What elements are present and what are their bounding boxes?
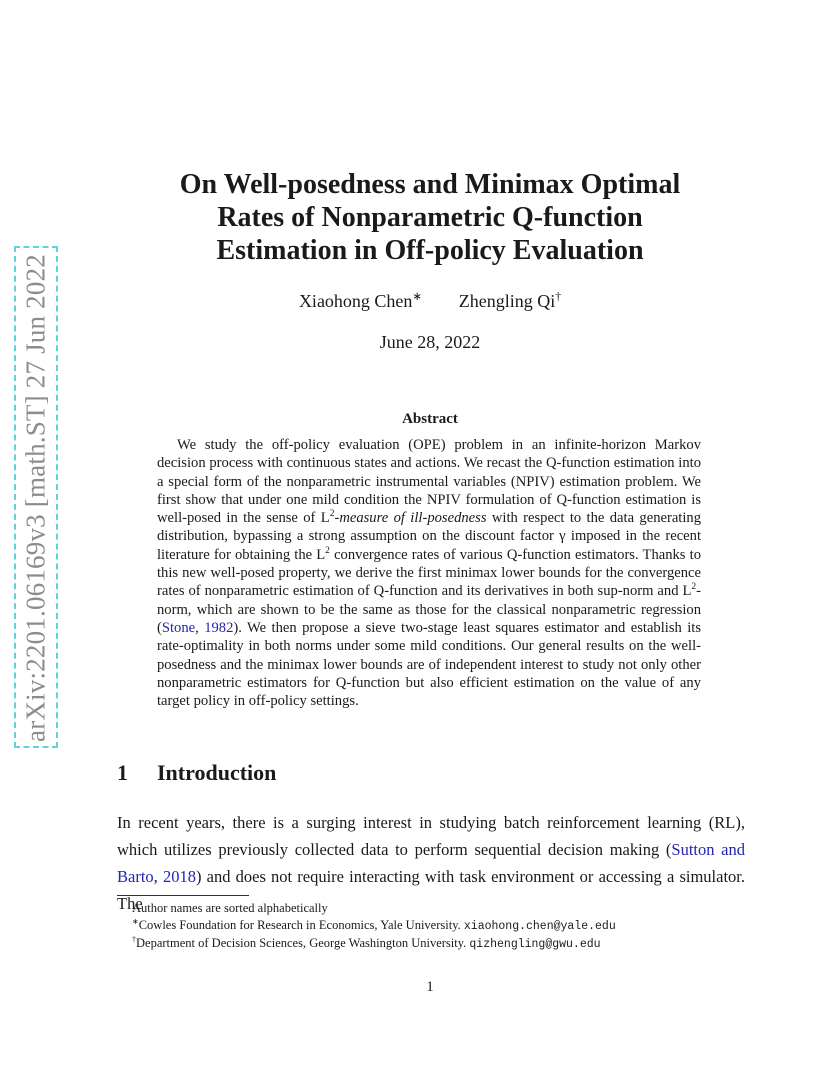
citation-link-sutton-barto[interactable]: Sutton and Barto bbox=[117, 840, 745, 886]
author-list bbox=[100, 291, 760, 312]
superscript: 2 bbox=[329, 509, 335, 520]
footnote-qi bbox=[132, 935, 752, 954]
abstract-text bbox=[157, 436, 701, 710]
publication-date: June 28, 2022 bbox=[379, 332, 481, 352]
section-title: Introduction bbox=[157, 760, 277, 785]
email-address[interactable]: qizhengling@gwu.edu bbox=[469, 938, 601, 951]
footnotes bbox=[132, 900, 752, 954]
paper-title bbox=[100, 168, 760, 267]
emphasis-text: -measure of ill-posedness bbox=[334, 510, 487, 527]
author-name: Zhengling Qi bbox=[458, 291, 556, 311]
superscript: 2 bbox=[691, 582, 697, 593]
arxiv-identifier[interactable]: arXiv:2201.06169v3 [math.ST] 27 Jun 2022 bbox=[20, 254, 51, 742]
citation-year-link-1982[interactable]: 1982 bbox=[204, 619, 234, 636]
footnote-affiliation: Cowles Foundation for Research in Economics, Yale University. bbox=[138, 917, 464, 932]
email-address[interactable]: xiaohong.chen@yale.edu bbox=[463, 919, 616, 933]
abstract-heading: Abstract bbox=[402, 411, 458, 427]
title-line-3: Estimation in Off-policy Evaluation bbox=[216, 235, 644, 266]
citation-link-stone[interactable]: Stone bbox=[161, 619, 196, 636]
footnote-chen bbox=[132, 917, 752, 936]
abstract-segment: -norm, which are shown to be the same as those for the classical nonparametric regression ( bbox=[157, 583, 701, 636]
author-name: Xiaohong Chen bbox=[298, 291, 413, 311]
title-line-2: Rates of Nonparametric Q-function bbox=[217, 202, 643, 233]
footnote-author-order: Author names are sorted alphabetically bbox=[132, 901, 328, 915]
abstract-segment: , bbox=[195, 619, 205, 636]
author-qi bbox=[459, 291, 561, 312]
section-number: 1 bbox=[117, 760, 128, 785]
intro-segment: , bbox=[153, 867, 163, 886]
author-footnote-mark: ∗ bbox=[412, 290, 423, 303]
page-number: 1 bbox=[426, 979, 434, 995]
footnote-affiliation: Department of Decision Sciences, George Washington University. bbox=[136, 936, 470, 950]
abstract-segment: with respect to the data generating distribution, bypassing a strong assumption on the discount factor γ imposed in the recent literature for obtaining the L bbox=[157, 510, 702, 563]
section-heading bbox=[117, 760, 276, 786]
intro-segment: ) and does not require interacting with task environment or accessing a simulator. The bbox=[117, 867, 746, 913]
title-line-1: On Well-posedness and Minimax Optimal bbox=[179, 169, 681, 200]
abstract-segment: ). We then propose a sieve two-stage least squares estimator and establish its rate-optimality in both norms under some mild conditions. Our general results on the well-posedness and the minimax lower bounds are of independent interest to study not only other nonparametric estimators for Q-function but also efficient estimation on the value of any target policy in off-policy settings. bbox=[157, 619, 702, 710]
author-chen bbox=[299, 291, 422, 312]
author-footnote-mark: † bbox=[555, 290, 562, 303]
superscript: 2 bbox=[325, 545, 330, 556]
citation-year-link-2018[interactable]: 2018 bbox=[162, 867, 196, 886]
footnote-mark: ∗ bbox=[132, 916, 139, 926]
footnote-divider bbox=[117, 895, 249, 896]
abstract-segment: We study the off-policy evaluation (OPE) problem in an infinite-horizon Markov decision process with continuous states and actions. We recast the Q-function estimation into a special form of the nonparametric instrumental variables (NPIV) estimation problem. We first show that under one mild condition the NPIV formulation of Q-function estimation is well-posed in the sense of L bbox=[157, 437, 701, 527]
abstract-segment: convergence rates of various Q-function estimators. Thanks to this new well-posed property, we derive the first minimax lower bounds for the convergence rates of nonparametric estimation of Q-function and its derivatives in both sup-norm and L bbox=[157, 546, 701, 600]
footnote-mark: † bbox=[132, 934, 136, 944]
intro-segment: In recent years, there is a surging interest in studying batch reinforcement learning (RL), which utilizes previously collected data to perform sequential decision making ( bbox=[117, 813, 745, 859]
